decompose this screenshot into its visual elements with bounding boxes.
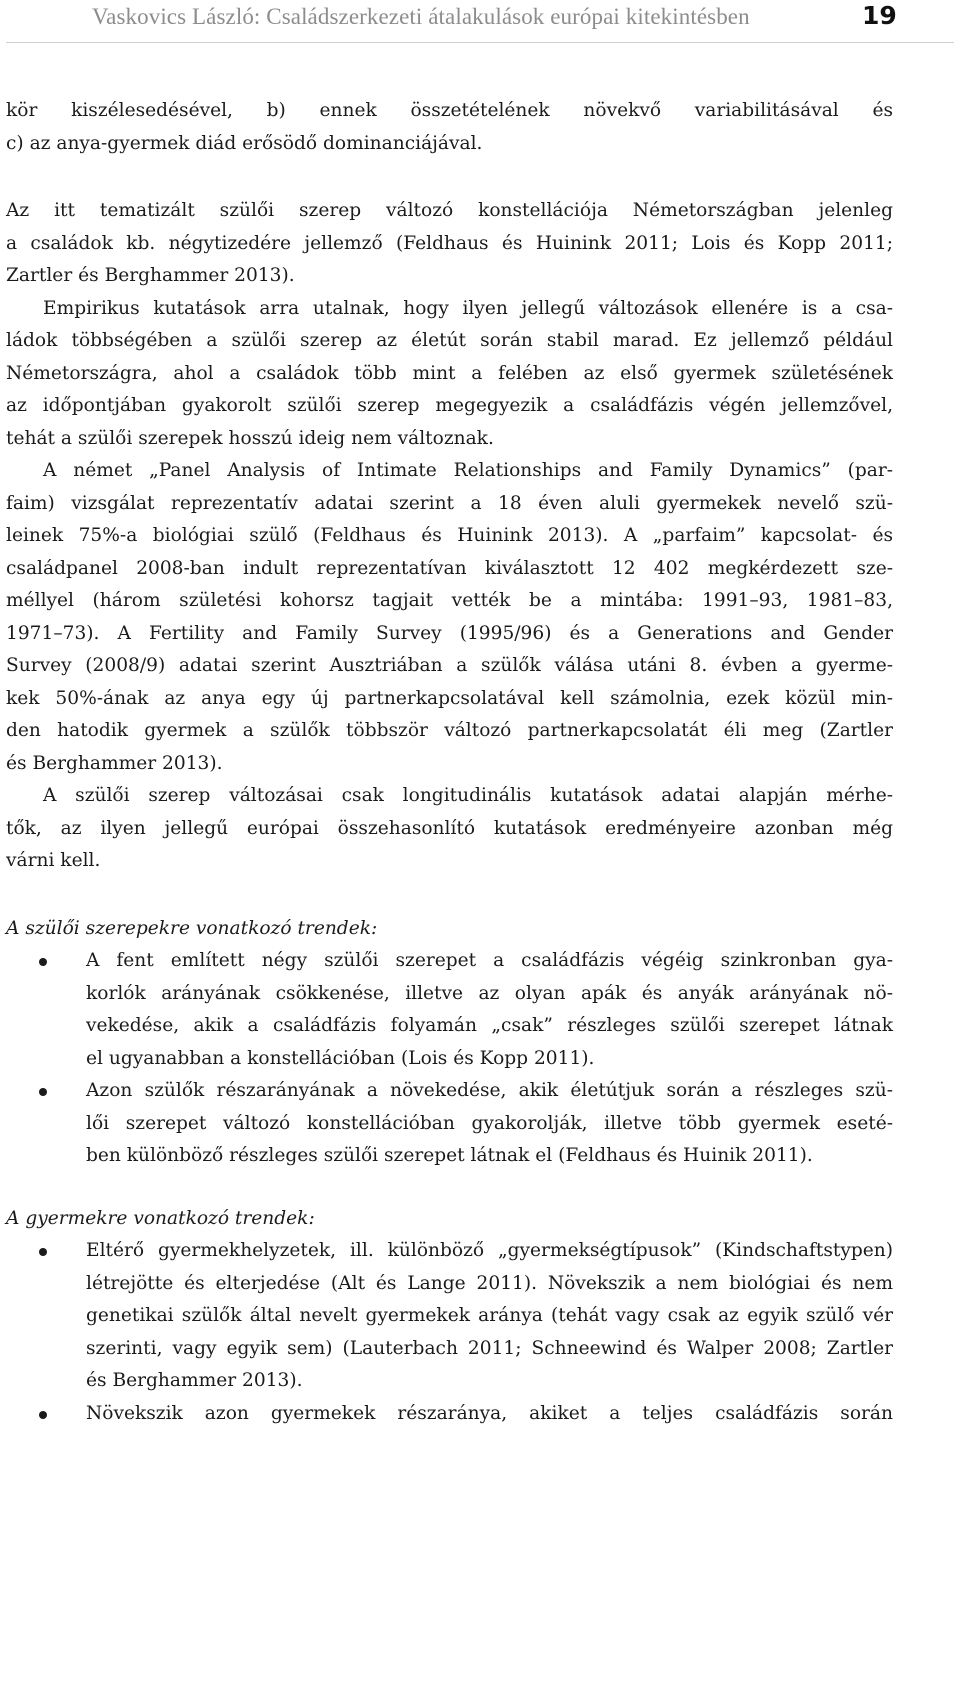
text-line: c) az anya-gyermek diád erősödő dominanciájával. [6,132,483,154]
section-heading-children: A gyermekre vonatkozó trendek: [6,1207,315,1229]
text-line: A fent említett négy szülői szerepet a családfázis végéig szinkronban gya- [86,950,893,971]
list-item [6,1398,893,1431]
text-line: genetikai szülők által nevelt gyermekek aránya (tehát vagy csak az egyik szülő vér [86,1305,893,1326]
page-body [6,95,893,1430]
text-line: tők, az ilyen jellegű európai összehasonlító kutatások eredményeire azonban még [6,817,893,839]
paragraph-4 [6,455,893,780]
text-line: el ugyanabban a konstellációban (Lois és Kopp 2011). [86,1047,595,1069]
text-line: faim) vizsgálat reprezentatív adatai szerint a 18 éven aluli gyermekek nevelő szü- [6,492,893,514]
section-heading-parents: A szülői szerepekre vonatkozó trendek: [6,917,378,939]
running-header [0,0,960,44]
bullet-icon [39,1088,47,1096]
text-line: ben különböző részleges szülői szerepet látnak el (Feldhaus és Huinik 2011). [86,1145,813,1166]
paragraph-1 [6,95,893,160]
text-line: lői szerepet változó konstellációban gyakorolják, illetve több gyermek eseté- [86,1112,893,1134]
text-line: kek 50%-ának az anya egy új partnerkapcsolatával kell számolnia, ezek közül min- [6,687,893,709]
children-trend-list [6,1235,893,1430]
text-line: korlók arányának csökkenése, illetve az olyan apák és anyák arányának nö- [86,982,893,1004]
list-item [6,1075,893,1173]
text-line: az időpontjában gyakorolt szülői szerep megegyezik a családfázis végén jellemzővel, [6,395,893,416]
text-line: ládok többségében a szülői szerep az életút során stabil marad. Ez jellemző például [6,330,893,351]
text-line: 1971–73). A Fertility and Family Survey (1995/96) és a Generations and Gender [6,622,893,644]
text-line: Zartler és Berghammer 2013). [6,265,295,286]
text-line: Németországra, ahol a családok több mint a felében az első gyermek születésének [6,362,893,384]
text-line: méllyel (három születési kohorsz tagjait vették be a mintába: 1991–93, 1981–83, [6,590,893,611]
text-line: vekedése, akik a családfázis folyamán „csak” részleges szülői szerepet látnak [86,1015,893,1036]
text-line: Eltérő gyermekhelyzetek, ill. különböző „gyermekségtípusok” (Kindschaftstypen) [86,1240,893,1261]
paragraph-3 [6,293,893,456]
text-line: Survey (2008/9) adatai szerint Ausztriában a szülők válása utáni 8. évben a gyerme- [6,655,893,676]
text-line: és Berghammer 2013). [6,752,223,774]
text-line: a családok kb. négytizedére jellemző (Feldhaus és Huinink 2011; Lois és Kopp 2011; [6,232,893,254]
text-line: várni kell. [6,850,101,871]
paragraph-2 [6,195,893,293]
header-divider [6,42,954,43]
list-item [6,1235,893,1398]
text-line: A szülői szerep változásai csak longitudinális kutatások adatai alapján mérhe- [43,785,893,806]
text-line: családpanel 2008-ban indult reprezentatívan kiválasztott 12 402 megkérdezett sze- [6,557,893,579]
text-line: létrejötte és elterjedése (Alt és Lange 2011). Növekszik a nem biológiai és nem [86,1272,893,1294]
text-line: Az itt tematizált szülői szerep változó konstellációja Németországban jelenleg [6,200,893,221]
running-header-title: Vaskovics László: Családszerkezeti átalakulások európai kitekintésben [92,4,750,29]
text-line: szerinti, vagy egyik sem) (Lauterbach 2011; Schneewind és Walper 2008; Zartler [86,1337,893,1359]
bullet-icon [39,1411,47,1419]
list-item [6,945,893,1075]
text-line: A német „Panel Analysis of Intimate Relationships and Family Dynamics” (par- [43,460,893,481]
bullet-icon [39,1248,47,1256]
bullet-icon [39,958,47,966]
text-line: kör kiszélesedésével, b) ennek összetételének növekvő variabilitásával és [6,100,893,121]
parents-trend-list [6,945,893,1173]
text-line: den hatodik gyermek a szülők többször változó partnerkapcsolatát éli meg (Zartler [6,720,893,741]
text-line: leinek 75%-a biológiai szülő (Feldhaus és Huinink 2013). A „parfaim” kapcsolat- és [6,525,893,546]
text-line: és Berghammer 2013). [86,1370,303,1391]
text-line: Azon szülők részarányának a növekedése, akik életútjuk során a részleges szü- [86,1080,893,1101]
paragraph-5 [6,780,893,878]
page-number: 19 [862,1,897,30]
text-line: Empirikus kutatások arra utalnak, hogy ilyen jellegű változások ellenére is a csa- [43,297,893,319]
text-line: tehát a szülői szerepek hosszú ideig nem változnak. [6,427,494,449]
text-line: Növekszik azon gyermekek részaránya, akiket a teljes családfázis során [86,1402,893,1424]
